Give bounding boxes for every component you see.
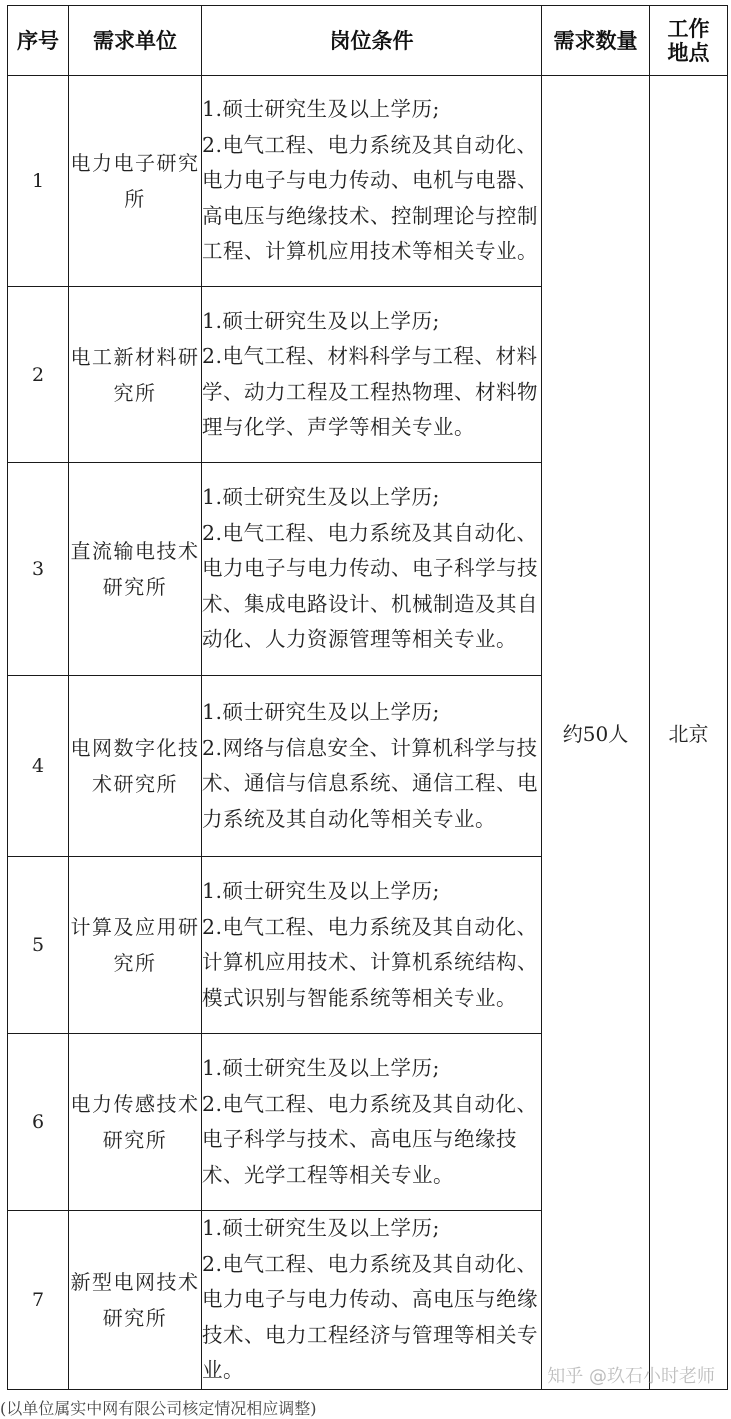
row-index: 4 bbox=[8, 676, 69, 857]
row-unit: 电力电子研究所 bbox=[69, 76, 202, 287]
row-index: 5 bbox=[8, 857, 69, 1034]
row-index: 7 bbox=[8, 1211, 69, 1390]
recruitment-table bbox=[7, 5, 728, 1390]
row-conditions bbox=[202, 287, 542, 463]
row-index: 3 bbox=[8, 463, 69, 676]
row-unit: 电网数字化技术研究所 bbox=[69, 676, 202, 857]
header-conditions: 岗位条件 bbox=[202, 6, 542, 76]
row-unit: 直流输电技术研究所 bbox=[69, 463, 202, 676]
header-index: 序号 bbox=[8, 6, 69, 76]
table-row bbox=[8, 76, 728, 287]
condition-line: 2.电气工程、电力系统及其自动化、电力电子与电力传动、高电压与绝缘技术、电力工程经济与管理等相关专业。 bbox=[202, 1251, 538, 1382]
row-conditions bbox=[202, 1034, 542, 1211]
condition-line: 2.电气工程、电力系统及其自动化、计算机应用技术、计算机系统结构、模式识别与智能系统等相关专业。 bbox=[202, 914, 538, 1010]
condition-line: 2.电气工程、电力系统及其自动化、电力电子与电力传动、电子科学与技术、集成电路设计、机械制造及其自动化、人力资源管理等相关专业。 bbox=[202, 520, 538, 652]
condition-line: 1.硕士研究生及以上学历; bbox=[202, 1056, 440, 1080]
row-unit: 电工新材料研究所 bbox=[69, 287, 202, 463]
condition-line: 2.电气工程、材料科学与工程、材料学、动力工程及工程热物理、材料物理与化学、声学等相关专业。 bbox=[202, 344, 538, 439]
condition-line: 2.电气工程、电力系统及其自动化、电力电子与电力传动、电机与电器、高电压与绝缘技术、控制理论与控制工程、计算机应用技术等相关专业。 bbox=[202, 132, 538, 264]
row-conditions bbox=[202, 676, 542, 857]
row-conditions bbox=[202, 76, 542, 287]
condition-line: 1.硕士研究生及以上学历; bbox=[202, 485, 440, 510]
header-location: 工作地点 bbox=[650, 6, 728, 76]
condition-line: 1.硕士研究生及以上学历; bbox=[202, 879, 440, 903]
row-conditions bbox=[202, 1211, 542, 1390]
headcount: 约50人 bbox=[542, 76, 650, 1390]
row-unit: 电力传感技术研究所 bbox=[69, 1034, 202, 1211]
row-unit: 计算及应用研究所 bbox=[69, 857, 202, 1034]
condition-line: 2.电气工程、电力系统及其自动化、电子科学与技术、高电压与绝缘技术、光学工程等相关专业。 bbox=[202, 1091, 538, 1187]
header-row bbox=[8, 6, 728, 76]
footnote: (以单位属实中网有限公司核定情况相应调整) bbox=[0, 1399, 317, 1418]
row-index: 6 bbox=[8, 1034, 69, 1211]
condition-line: 2.网络与信息安全、计算机科学与技术、通信与信息系统、通信工程、电力系统及其自动化等相关专业。 bbox=[202, 735, 538, 831]
condition-line: 1.硕士研究生及以上学历; bbox=[202, 1216, 440, 1240]
row-unit: 新型电网技术研究所 bbox=[69, 1211, 202, 1390]
header-unit: 需求单位 bbox=[69, 6, 202, 76]
row-index: 2 bbox=[8, 287, 69, 463]
watermark: 知乎 @玖石小时老师 bbox=[547, 1366, 715, 1387]
condition-line: 1.硕士研究生及以上学历; bbox=[202, 308, 440, 333]
condition-line: 1.硕士研究生及以上学历; bbox=[202, 97, 440, 122]
row-index: 1 bbox=[8, 76, 69, 287]
header-count: 需求数量 bbox=[542, 6, 650, 76]
condition-line: 1.硕士研究生及以上学历; bbox=[202, 700, 440, 724]
row-conditions bbox=[202, 463, 542, 676]
work-location: 北京 bbox=[650, 76, 728, 1390]
row-conditions bbox=[202, 857, 542, 1034]
